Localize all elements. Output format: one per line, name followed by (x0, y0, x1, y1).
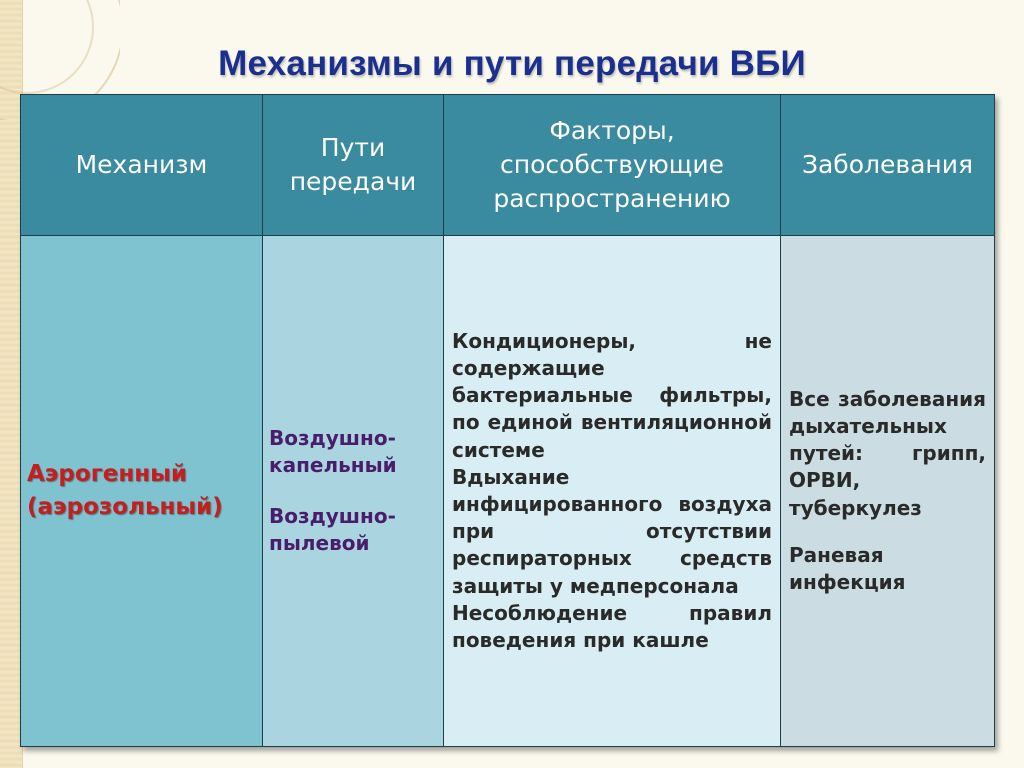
cell-routes (263, 236, 444, 747)
mechanism-text: Аэрогенный (аэрозольный) (27, 460, 223, 520)
cell-mechanism (21, 236, 263, 747)
cell-diseases (781, 236, 995, 747)
header-routes: Пути передачи (263, 95, 444, 236)
factor-item: Несоблюдение правил поведения при кашле (452, 600, 772, 652)
disease-item: Все заболевания дыхательных путей: грипп, ОРВИ, туберкулез (789, 386, 986, 520)
route-item: Воздушно-пылевой (269, 504, 396, 555)
header-factors: Факторы, способствующие распространению (444, 95, 781, 236)
table-header-row (21, 95, 995, 236)
disease-item: Раневая инфекция (789, 542, 906, 594)
factors-list (452, 328, 772, 654)
factor-item: Вдыхание инфицированного воздуха при отсутствии респираторных средств защиты у медперсонала (452, 464, 772, 598)
route-item: Воздушно-капельный (269, 426, 397, 477)
cell-factors (444, 236, 781, 747)
header-diseases: Заболевания (781, 95, 995, 236)
factor-item: Кондиционеры, не содержащие бактериальные фильтры, по единой вентиляционной системе (452, 328, 772, 462)
table-row (21, 236, 995, 747)
transmission-table (20, 94, 995, 747)
page-title: Механизмы и пути передачи ВБИ (218, 44, 806, 83)
header-mechanism: Механизм (21, 95, 263, 236)
